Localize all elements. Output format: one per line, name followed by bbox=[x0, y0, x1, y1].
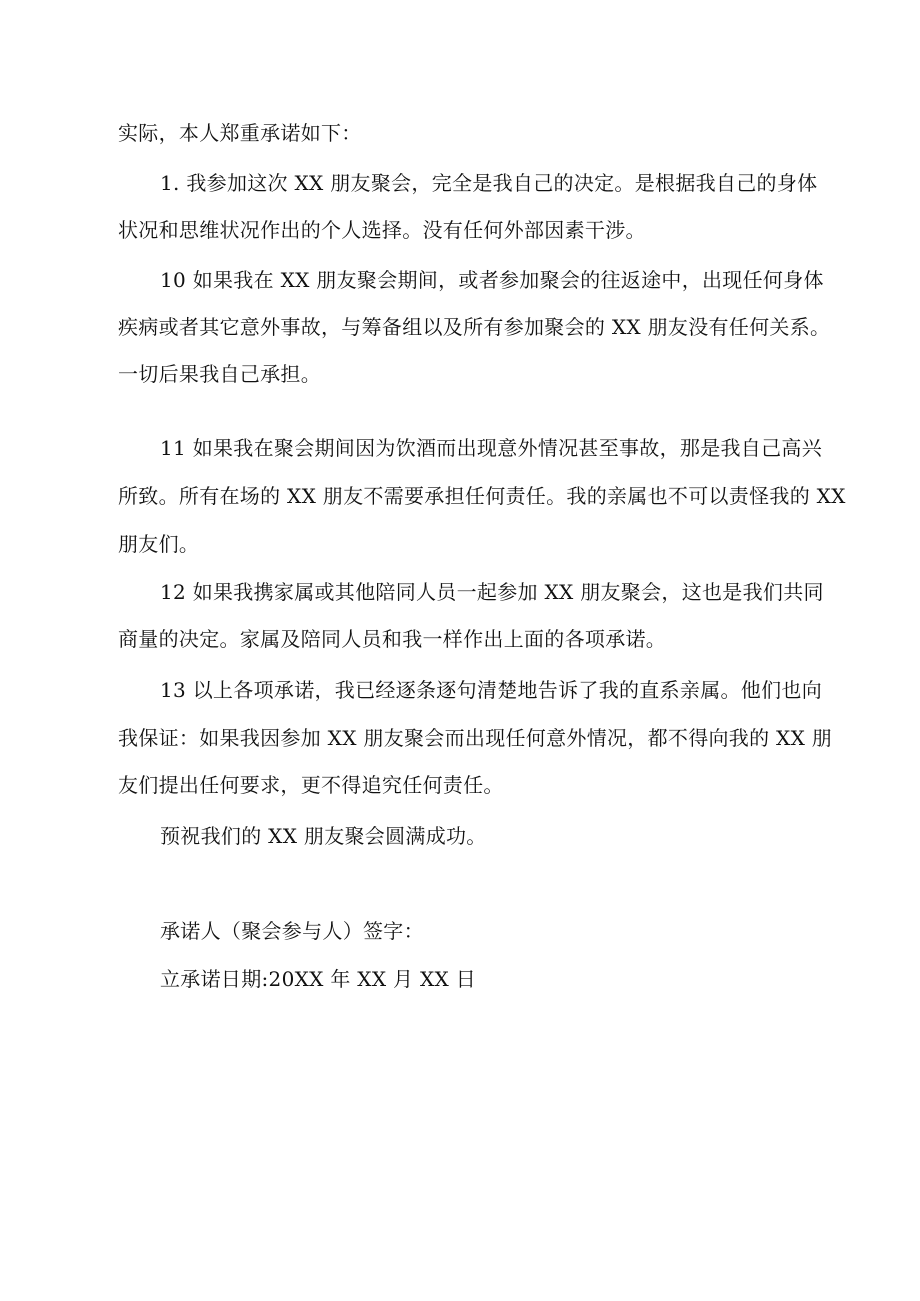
item-13-line-1: 13 以上各项承诺，我已经逐条逐句清楚地告诉了我的直系亲属。他们也向 bbox=[160, 678, 823, 702]
item-13-line-3: 友们提出任何要求，更不得追究任何责任。 bbox=[118, 773, 504, 797]
intro-line: 实际，本人郑重承诺如下： bbox=[118, 121, 362, 145]
item-10-line-1: 10 如果我在 XX 朋友聚会期间，或者参加聚会的往返途中，出现任何身体 bbox=[160, 268, 824, 292]
item-11-line-2: 所致。所有在场的 XX 朋友不需要承担任何责任。我的亲属也不可以责怪我的 XX bbox=[118, 484, 846, 508]
item-11-line-3: 朋友们。 bbox=[118, 532, 200, 556]
closing-wish: 预祝我们的 XX 朋友聚会圆满成功。 bbox=[160, 824, 487, 848]
item-1-line-2: 状况和思维状况作出的个人选择。没有任何外部因素干涉。 bbox=[118, 218, 646, 242]
signature-label: 承诺人（聚会参与人）签字： bbox=[160, 919, 424, 943]
item-12-line-1: 12 如果我携家属或其他陪同人员一起参加 XX 朋友聚会，这也是我们共同 bbox=[160, 580, 824, 604]
commitment-date: 立承诺日期:20XX 年 XX 月 XX 日 bbox=[160, 967, 477, 991]
item-11-line-1: 11 如果我在聚会期间因为饮酒而出现意外情况甚至事故，那是我自己高兴 bbox=[160, 436, 823, 460]
item-1-line-1: 1. 我参加这次 XX 朋友聚会，完全是我自己的决定。是根据我自己的身体 bbox=[160, 171, 818, 195]
item-10-line-2: 疾病或者其它意外事故，与筹备组以及所有参加聚会的 XX 朋友没有任何关系。 bbox=[118, 315, 831, 339]
item-10-line-3: 一切后果我自己承担。 bbox=[118, 362, 321, 386]
item-12-line-2: 商量的决定。家属及陪同人员和我一样作出上面的各项承诺。 bbox=[118, 627, 667, 651]
item-13-line-2: 我保证：如果我因参加 XX 朋友聚会而出现任何意外情况，都不得向我的 XX 朋 bbox=[118, 726, 833, 750]
